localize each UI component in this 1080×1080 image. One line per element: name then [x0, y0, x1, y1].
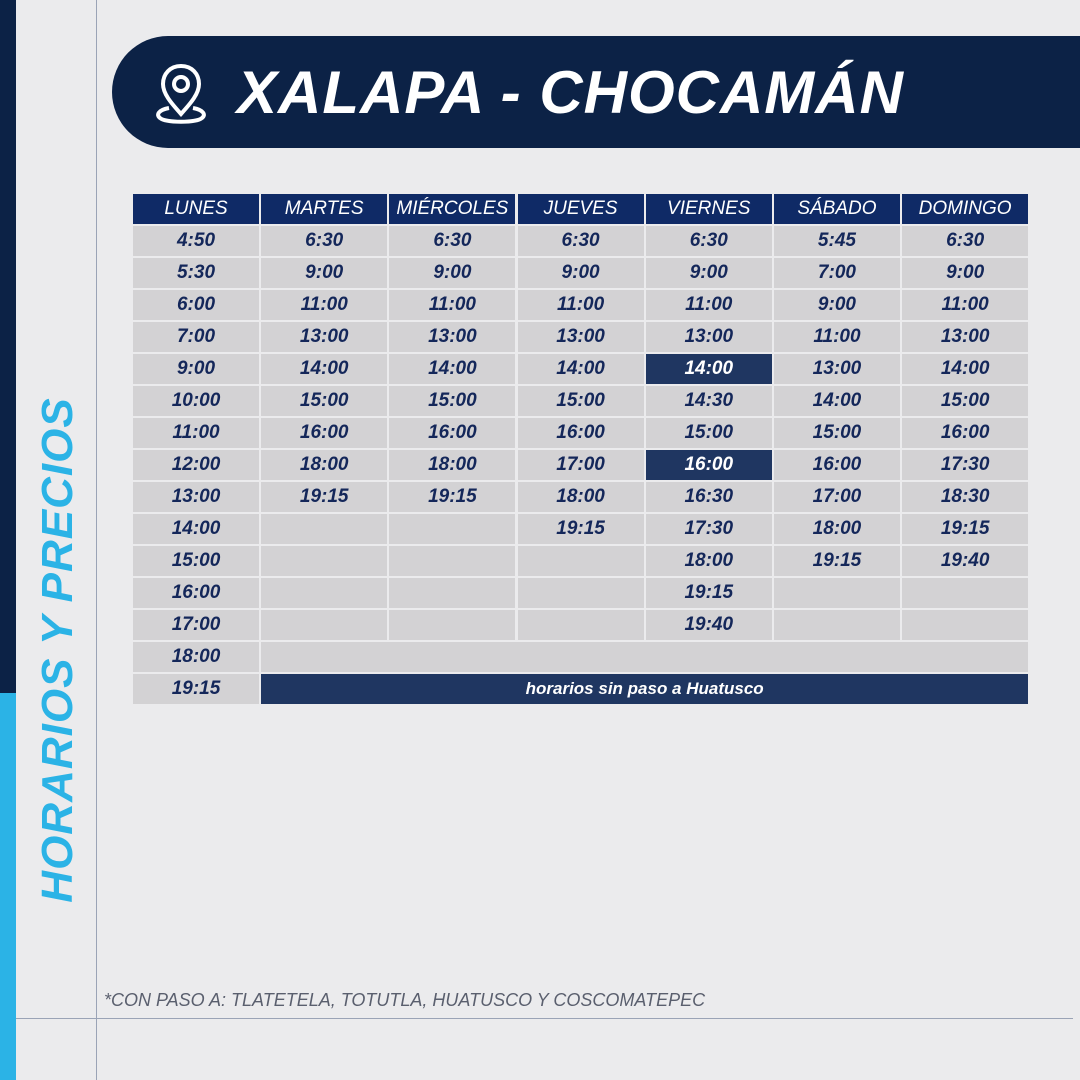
time-cell: 11:00	[133, 418, 259, 448]
time-cell: 18:00	[389, 450, 515, 480]
time-cell: 6:30	[389, 226, 515, 256]
route-title: XALAPA - CHOCAMÁN	[237, 59, 904, 126]
time-cell: 13:00	[133, 482, 259, 512]
day-header: MIÉRCOLES	[389, 194, 515, 224]
time-cell: 11:00	[774, 322, 900, 352]
time-cell: 15:00	[902, 386, 1028, 416]
time-cell: 19:40	[646, 610, 772, 640]
route-header	[112, 36, 1080, 148]
time-cell: 14:00	[774, 386, 900, 416]
time-cell: 9:00	[133, 354, 259, 384]
time-cell: 7:00	[774, 258, 900, 288]
time-cell: 18:00	[261, 450, 387, 480]
time-cell: 17:30	[902, 450, 1028, 480]
time-cell: 15:00	[646, 418, 772, 448]
time-cell: 14:00	[646, 354, 772, 384]
time-cell: 14:00	[518, 354, 644, 384]
time-cell: 18:00	[518, 482, 644, 512]
time-cell: 9:00	[646, 258, 772, 288]
time-cell: 6:30	[902, 226, 1028, 256]
time-cell: 19:15	[389, 482, 515, 512]
time-cell: 15:00	[133, 546, 259, 576]
empty-cell	[774, 610, 900, 640]
time-cell: 11:00	[902, 290, 1028, 320]
empty-cell	[261, 546, 387, 576]
time-cell: 16:00	[646, 450, 772, 480]
time-cell: 16:00	[774, 450, 900, 480]
time-cell: 7:00	[133, 322, 259, 352]
schedule-table	[133, 194, 1028, 704]
empty-cell	[261, 610, 387, 640]
empty-cell	[902, 578, 1028, 608]
time-cell: 17:00	[774, 482, 900, 512]
time-cell: 9:00	[261, 258, 387, 288]
time-cell: 19:15	[774, 546, 900, 576]
time-cell: 17:00	[518, 450, 644, 480]
empty-cell	[261, 578, 387, 608]
empty-cell	[389, 514, 515, 544]
time-cell: 5:30	[133, 258, 259, 288]
time-cell: 15:00	[518, 386, 644, 416]
time-cell: 10:00	[133, 386, 259, 416]
empty-cell	[389, 578, 515, 608]
empty-cell	[389, 610, 515, 640]
time-cell: 14:00	[133, 514, 259, 544]
time-cell: 16:00	[133, 578, 259, 608]
time-cell: 6:30	[518, 226, 644, 256]
empty-span	[261, 642, 1028, 672]
time-cell: 9:00	[518, 258, 644, 288]
time-cell: 13:00	[389, 322, 515, 352]
time-cell: 11:00	[518, 290, 644, 320]
time-cell: 9:00	[389, 258, 515, 288]
time-cell: 11:00	[389, 290, 515, 320]
time-cell: 9:00	[774, 290, 900, 320]
empty-cell	[518, 610, 644, 640]
time-cell: 6:30	[261, 226, 387, 256]
location-pin-icon	[152, 62, 210, 126]
time-cell: 13:00	[774, 354, 900, 384]
time-cell: 18:30	[902, 482, 1028, 512]
time-cell: 13:00	[518, 322, 644, 352]
time-cell: 12:00	[133, 450, 259, 480]
day-header: JUEVES	[518, 194, 644, 224]
time-cell: 14:00	[902, 354, 1028, 384]
time-cell: 18:00	[646, 546, 772, 576]
time-cell: 18:00	[133, 642, 259, 672]
time-cell: 11:00	[646, 290, 772, 320]
side-title: HORARIOS Y PRECIOS	[33, 397, 82, 903]
empty-cell	[389, 546, 515, 576]
time-cell: 19:15	[902, 514, 1028, 544]
time-cell: 19:15	[646, 578, 772, 608]
empty-cell	[774, 578, 900, 608]
time-cell: 16:00	[389, 418, 515, 448]
time-cell: 19:15	[518, 514, 644, 544]
side-stripe-light	[0, 693, 16, 1080]
time-cell: 11:00	[261, 290, 387, 320]
time-cell: 17:00	[133, 610, 259, 640]
time-cell: 9:00	[902, 258, 1028, 288]
horizontal-divider	[16, 1018, 1073, 1019]
time-cell: 15:00	[389, 386, 515, 416]
empty-cell	[518, 546, 644, 576]
time-cell: 16:00	[518, 418, 644, 448]
empty-cell	[902, 610, 1028, 640]
time-cell: 5:45	[774, 226, 900, 256]
side-stripe-dark	[0, 0, 16, 693]
day-header: DOMINGO	[902, 194, 1028, 224]
time-cell: 15:00	[261, 386, 387, 416]
footnote: *CON PASO A: TLATETELA, TOTUTLA, HUATUSCO Y COSCOMATEPEC	[104, 990, 706, 1010]
time-cell: 6:30	[646, 226, 772, 256]
schedule-note: horarios sin paso a Huatusco	[261, 674, 1028, 704]
day-header: VIERNES	[646, 194, 772, 224]
time-cell: 14:30	[646, 386, 772, 416]
vertical-divider	[96, 0, 97, 1080]
time-cell: 14:00	[261, 354, 387, 384]
empty-cell	[518, 578, 644, 608]
day-header: MARTES	[261, 194, 387, 224]
day-header: LUNES	[133, 194, 259, 224]
time-cell: 16:30	[646, 482, 772, 512]
time-cell: 6:00	[133, 290, 259, 320]
empty-cell	[261, 514, 387, 544]
time-cell: 19:15	[261, 482, 387, 512]
time-cell: 13:00	[902, 322, 1028, 352]
day-header: SÁBADO	[774, 194, 900, 224]
time-cell: 15:00	[774, 418, 900, 448]
time-cell: 18:00	[774, 514, 900, 544]
time-cell: 16:00	[261, 418, 387, 448]
time-cell: 4:50	[133, 226, 259, 256]
time-cell: 13:00	[646, 322, 772, 352]
time-cell: 17:30	[646, 514, 772, 544]
time-cell: 19:40	[902, 546, 1028, 576]
time-cell: 16:00	[902, 418, 1028, 448]
time-cell: 14:00	[389, 354, 515, 384]
time-cell: 13:00	[261, 322, 387, 352]
time-cell: 19:15	[133, 674, 259, 704]
